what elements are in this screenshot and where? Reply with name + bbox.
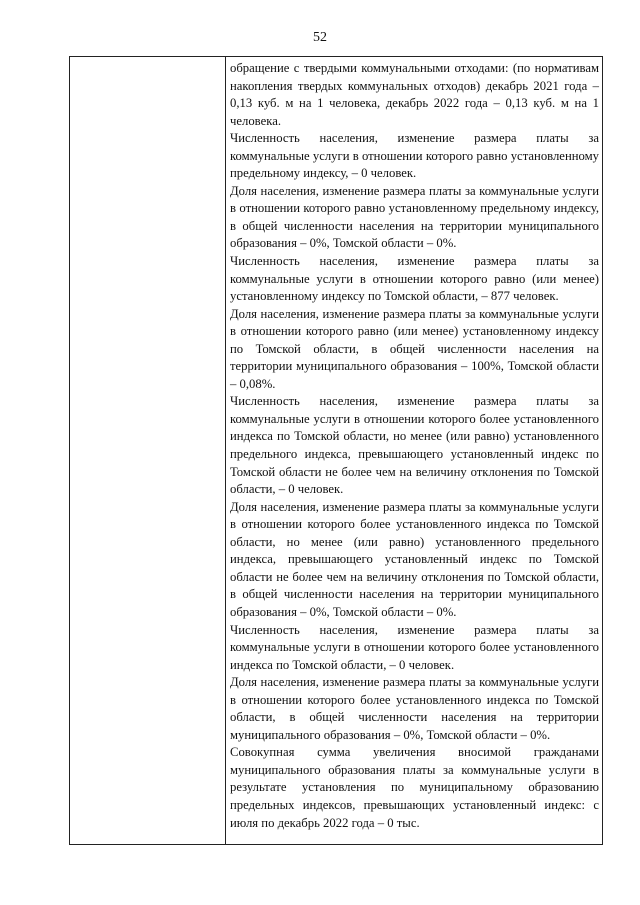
paragraph-population-above-region-index: Численность населения, изменение размера платы за коммунальные услуги в отношении которого более установленного индекса по Томской области, – 0 человек. xyxy=(230,622,599,672)
paragraph-waste-norms: обращение с твердыми коммунальными отходами: (по нормативам накопления твердых коммунальных отходов) декабрь 2021 года – 0,13 куб. м на 1 человека, декабрь 2022 года – 0,13 куб. м на 1 человека. xyxy=(230,61,599,128)
paragraph-population-equal-limit-index: Численность населения, изменение размера платы за коммунальные услуги в отношении которого равно установленному предельному индексу, – 0 человек. xyxy=(230,131,599,181)
paragraph-share-between-indices: Доля населения, изменение размера платы за коммунальные услуги в отношении которого более установленного индекса по Томской области, но менее (или равно) установленного предельного индекса, превышающего установленный индекс по Томской области не более чем на величину отклонения по Томской области, в общей численности населения на территории муниципального образования – 0%, Томской области – 0%. xyxy=(230,499,599,619)
paragraph-population-between-indices: Численность населения, изменение размера платы за коммунальные услуги в отношении которого более установленного индекса по Томской области, но менее (или равно) установленного предельного индекса, превышающего установленный индекс по Томской области не более чем на величину отклонения по Томской области, – 0 человек. xyxy=(230,394,599,497)
paragraph-total-increase-sum: Совокупная сумма увеличения вносимой гражданами муниципального образования платы за коммунальные услуги в результате установления по муниципальному образованию предельных индексов, превышающих установленный индекс: с июля по декабрь 2022 года – 0 тыс. xyxy=(230,745,599,830)
paragraph-share-equal-or-less-region-index: Доля населения, изменение размера платы за коммунальные услуги в отношении которого равно (или менее) установленному индексу по Томской области, в общей численности населения на территории муниципального образования – 100%, Томской области – 0,08%. xyxy=(230,306,599,391)
paragraph-share-equal-limit-index: Доля населения, изменение размера платы за коммунальные услуги в отношении которого равно установленному предельному индексу, в общей численности населения на территории муниципального образования – 0%, Томской области – 0%. xyxy=(230,183,599,251)
page-number: 52 xyxy=(313,30,327,45)
paragraph-share-above-region-index: Доля населения, изменение размера платы за коммунальные услуги в отношении которого более установленного индекса по Томской области, в общей численности населения на территории муниципального образования – 0%, Томской области – 0%. xyxy=(230,675,599,742)
paragraph-population-equal-or-less-region-index: Численность населения, изменение размера платы за коммунальные услуги в отношении которого равно (или менее) установленному индексу по Томской области, – 877 человек. xyxy=(230,254,599,304)
table-content-cell xyxy=(226,57,602,844)
document-table xyxy=(69,56,603,845)
